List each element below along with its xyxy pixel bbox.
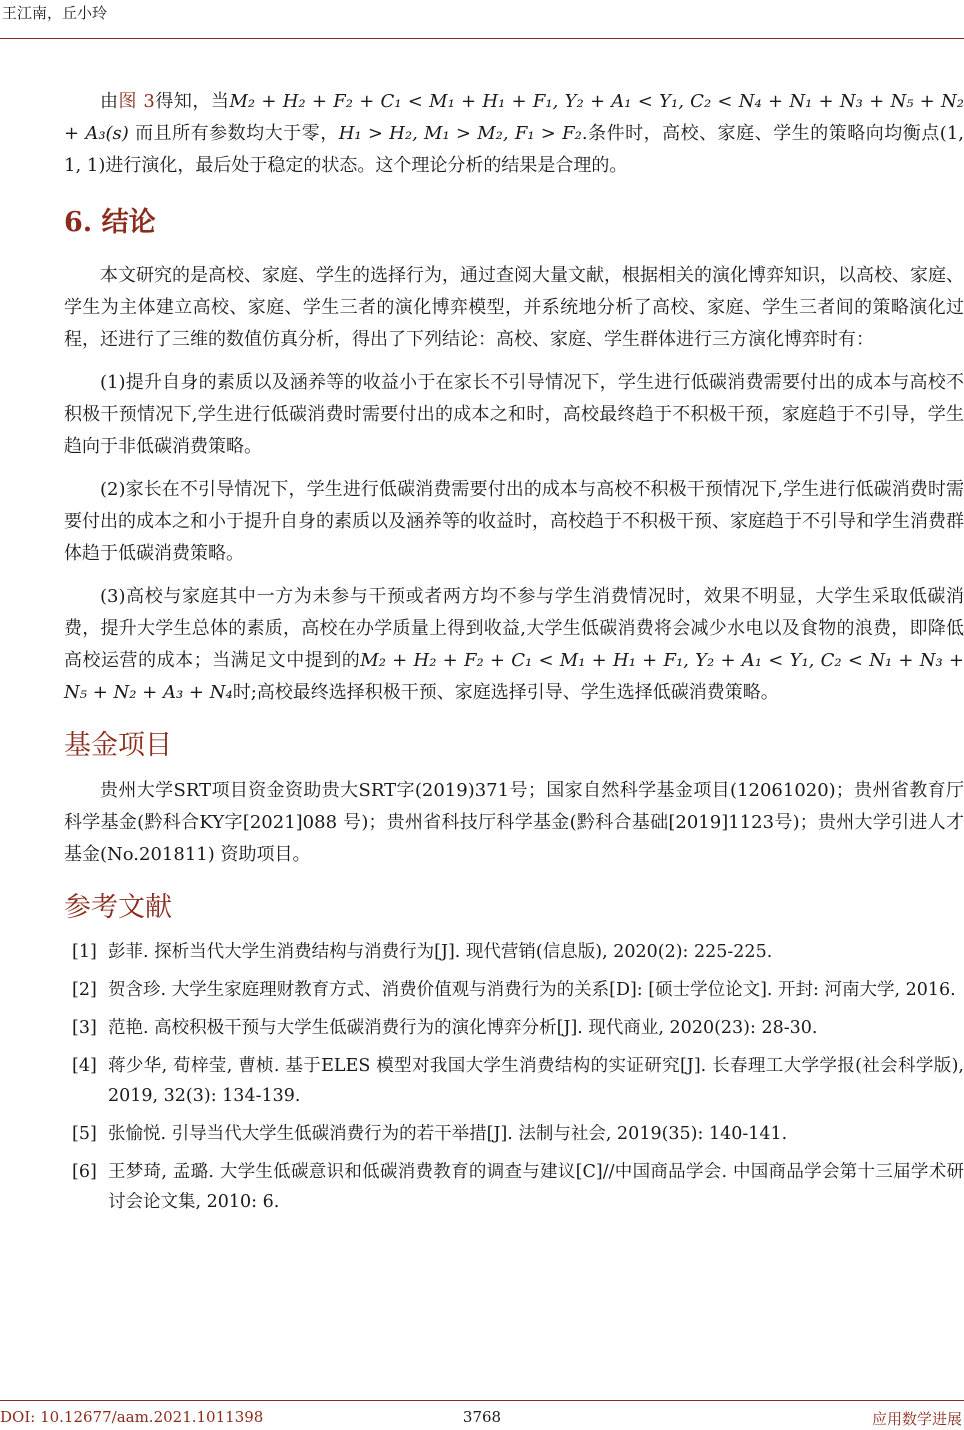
reference-number: [2]: [72, 980, 97, 1000]
reference-item: [64, 1119, 964, 1149]
footer-rule: [0, 1400, 964, 1401]
reference-text: 蒋少华, 荀梓莹, 曹桢. 基于ELES 模型对我国大学生消费结构的实证研究[J]. 长春理工大学学报(社会科学版), 2019, 32(3): 134-139.: [108, 1056, 964, 1106]
figure-3-link[interactable]: 图 3: [118, 91, 155, 112]
intro-parameter-formula: H₁ > H₂, M₁ > M₂, F₁ > F₂: [338, 123, 582, 144]
conclusion-p4-text-a: (3)高校与家庭其中一方为未参与干预或者两方均不参与学生消费情况时，效果不明显，大学生采取低碳消费，提升大学生总体的素质，高校在办学质量上得到收益,大学生低碳消费将会减少水电以及食物的浪费，即降低高校运营的成本；当满足文中提到的: [64, 586, 964, 671]
reference-text: 贺含珍. 大学生家庭理财教育方式、消费价值观与消费行为的关系[D]: [硕士学位论文]. 开封: 河南大学, 2016.: [108, 980, 956, 1000]
footer-page-number: 3768: [462, 1408, 502, 1426]
intro-text-d: .条件时，高校、家庭、学生的策略向均衡点(1, 1, 1)进行演化，最后处于稳定的状态。这个理论分析的结果是合理的。: [64, 123, 964, 176]
conclusion-heading: 6. 结论: [64, 207, 156, 238]
funding-paragraph: 贵州大学SRT项目资金资助贵大SRT字(2019)371号；国家自然科学基金项目(12061020)；贵州省教育厅科学基金(黔科合KY字[2021]088 号)；贵州省科技厅科学基金(黔科合基础[2019]1123号)；贵州大学引进人才基金(No.201811) 资助项目。: [64, 780, 964, 865]
reference-text: 彭菲. 探析当代大学生消费结构与消费行为[J]. 现代营销(信息版), 2020(2): 225-225.: [108, 942, 773, 962]
reference-item: [64, 1157, 964, 1217]
intro-paragraph: [64, 86, 964, 182]
conclusion-paragraph-1: 本文研究的是高校、家庭、学生的选择行为，通过查阅大量文献，根据相关的演化博弈知识，以高校、家庭、学生为主体建立高校、家庭、学生三者的演化博弈模型，并系统地分析了高校、家庭、学生三者间的策略演化过程，还进行了三维的数值仿真分析，得出了下列结论：高校、家庭、学生群体进行三方演化博弈时有：: [64, 265, 964, 350]
page-content: [64, 86, 964, 1225]
reference-item: [64, 1013, 964, 1043]
references-heading: 参考文献: [64, 892, 172, 923]
intro-text-b: 得知，当: [154, 91, 230, 112]
reference-item: [64, 975, 964, 1005]
reference-number: [5]: [72, 1124, 97, 1144]
header-authors: 王江南，丘小玲: [2, 4, 108, 22]
reference-number: [4]: [72, 1056, 97, 1076]
page-footer: [0, 1400, 964, 1430]
intro-text-c: 而且所有参数均大于零，: [128, 123, 339, 144]
funding-heading: 基金项目: [64, 730, 172, 761]
reference-text: 王梦琦, 孟璐. 大学生低碳意识和低碳消费教育的调查与建议[C]//中国商品学会. 中国商品学会第十三届学术研讨会论文集, 2010: 6.: [108, 1162, 964, 1212]
conclusion-paragraph-3: (2)家长在不引导情况下，学生进行低碳消费需要付出的成本与高校不积极干预情况下,学生进行低碳消费时需要付出的成本之和小于提升自身的素质以及涵养等的收益时，高校趋于不积极干预、家庭趋于不引导和学生消费群体趋于低碳消费策略。: [64, 479, 964, 564]
reference-text: 张愉悦. 引导当代大学生低碳消费行为的若干举措[J]. 法制与社会, 2019(35): 140-141.: [108, 1124, 788, 1144]
reference-item: [64, 937, 964, 967]
conclusion-p4-formula: M₂ + H₂ + F₂ + C₁ < M₁ + H₁ + F₁, Y₂ + A₁ < Y₁, C₂ < N₁ + N₃ + N₅ + N₂ + A₃ + N₄: [64, 650, 964, 703]
conclusion-paragraph-4: [64, 581, 964, 709]
conclusion-p4-text-b: 时;高校最终选择积极干预、家庭选择引导、学生选择低碳消费策略。: [232, 682, 779, 703]
running-header: [0, 0, 964, 40]
reference-text: 范艳. 高校积极干预与大学生低碳消费行为的演化博弈分析[J]. 现代商业, 2020(23): 28-30.: [108, 1018, 818, 1038]
reference-number: [6]: [72, 1162, 97, 1182]
reference-item: [64, 1051, 964, 1111]
reference-number: [3]: [72, 1018, 97, 1038]
reference-number: [1]: [72, 942, 97, 962]
footer-journal-name: 应用数学进展: [871, 1410, 962, 1428]
footer-doi-link[interactable]: DOI: 10.12677/aam.2021.1011398: [0, 1408, 264, 1426]
intro-condition-formula: M₂ + H₂ + F₂ + C₁ < M₁ + H₁ + F₁, Y₂ + A₁ < Y₁, C₂ < N₄ + N₁ + N₃ + N₅ + N₂ + A₃(s): [64, 91, 964, 144]
intro-text-a: 由: [100, 91, 119, 112]
header-rule: [0, 38, 964, 39]
reference-list: [64, 937, 964, 1217]
conclusion-paragraph-2: (1)提升自身的素质以及涵养等的收益小于在家长不引导情况下，学生进行低碳消费需要付出的成本与高校不积极干预情况下,学生进行低碳消费时需要付出的成本之和时，高校最终趋于不积极干预，家庭趋于不引导，学生趋向于非低碳消费策略。: [64, 372, 964, 457]
